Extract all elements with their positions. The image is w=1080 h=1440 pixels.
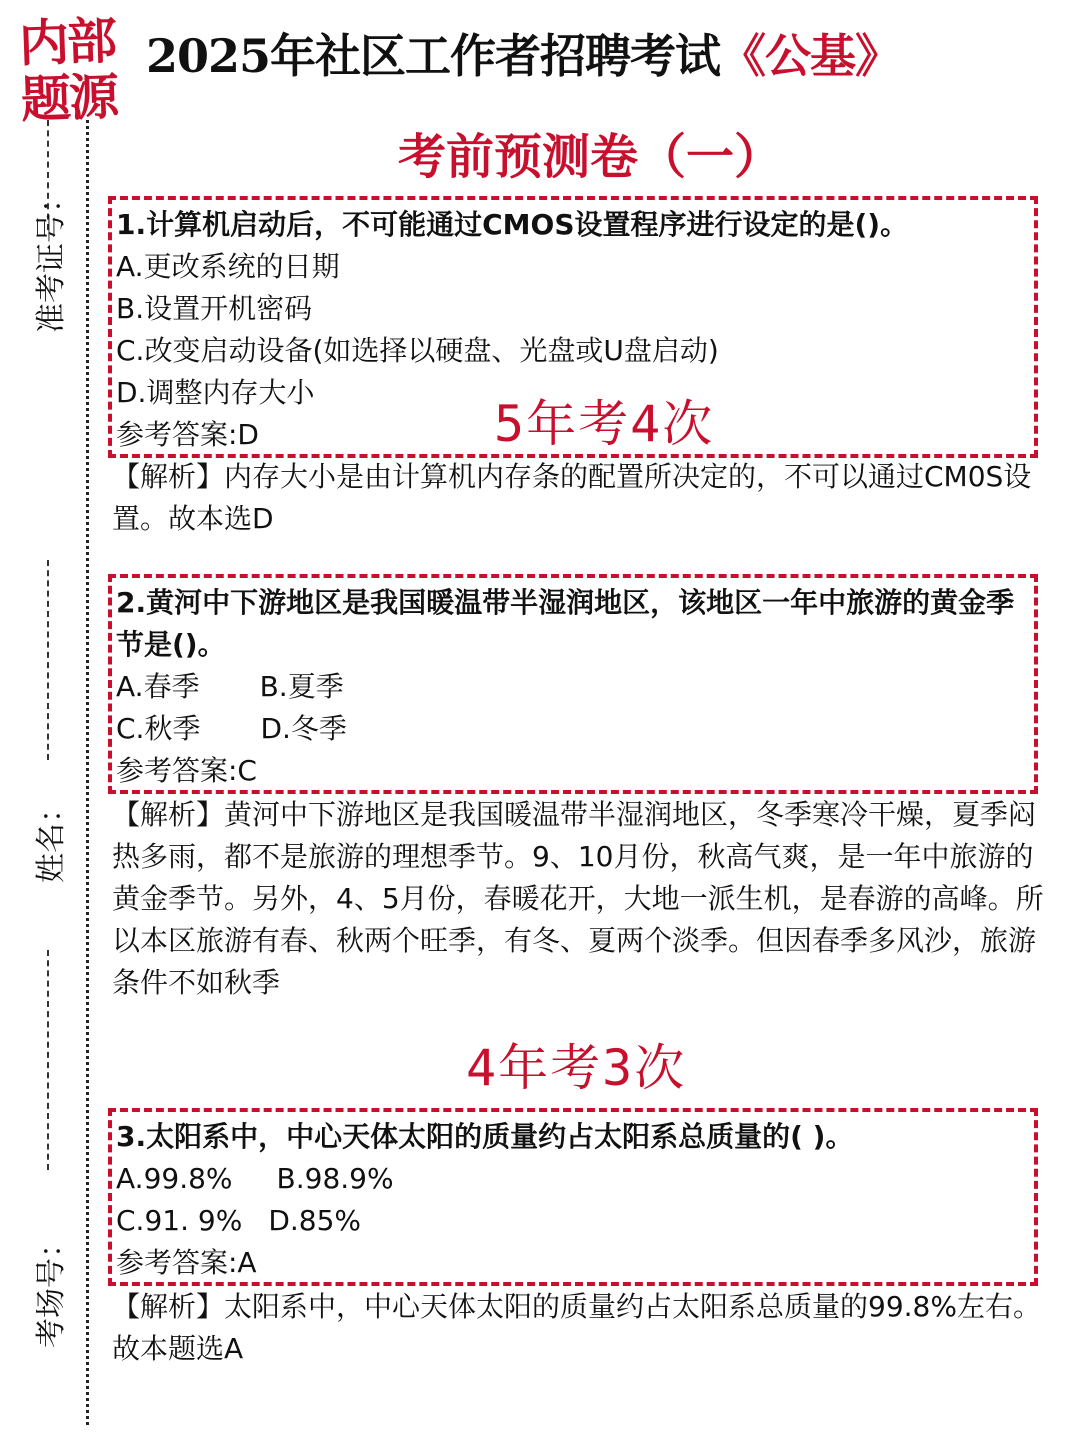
question-2-options-row-2 xyxy=(116,708,1028,750)
binding-margin-line xyxy=(86,120,89,1425)
name-label: 姓名： xyxy=(34,793,69,883)
question-2-stem: 2.黄河中下游地区是我国暖温带半湿润地区，该地区一年中旅游的黄金季节是()。 xyxy=(116,586,1015,661)
question-2-box xyxy=(108,574,1038,794)
question-3-analysis: 【解析】太阳系中，中心天体太阳的质量约占太阳系总质量的99.8%左右。故本题选A xyxy=(112,1290,1041,1365)
page-subtitle: 考前预测卷（一） xyxy=(397,129,782,185)
question-1-option-d: D.调整内存大小 xyxy=(116,376,315,409)
question-1-answer: 参考答案:D xyxy=(116,418,259,451)
question-1-option-a: A.更改系统的日期 xyxy=(116,250,340,283)
question-1-frequency: 5年考4次 xyxy=(494,395,715,453)
internal-source-stamp: 内部题源 xyxy=(18,10,118,130)
question-3-option-a: A.99.8% xyxy=(116,1162,233,1195)
margin-dash xyxy=(47,950,49,1170)
question-3-options-row-1 xyxy=(116,1158,1028,1200)
question-3-option-b: B.98.9% xyxy=(276,1162,394,1195)
title-accent: 《公基》 xyxy=(720,29,901,83)
question-2-option-a: A.春季 xyxy=(116,670,200,703)
question-2-option-d: D.冬季 xyxy=(260,712,347,745)
question-1-option-b: B.设置开机密码 xyxy=(116,292,313,325)
exam-room-label: 考场号： xyxy=(34,1228,69,1348)
question-3-box xyxy=(108,1108,1038,1286)
question-3-option-c: C.91. 9% xyxy=(116,1204,243,1237)
question-1-analysis: 【解析】内存大小是由计算机内存条的配置所决定的，不可以通过CM0S设置。故本选D xyxy=(112,460,1032,535)
question-1-option-c: C.改变启动设备(如选择以硬盘、光盘或U盘启动) xyxy=(116,334,719,367)
margin-dash xyxy=(47,560,49,760)
question-2-answer: 参考答案:C xyxy=(116,754,257,787)
question-3-answer: 参考答案:A xyxy=(116,1246,257,1279)
question-3-stem: 3.太阳系中，中心天体太阳的质量约占太阳系总质量的( )。 xyxy=(116,1120,854,1153)
question-3-option-d: D.85% xyxy=(268,1204,362,1237)
question-2-option-c: C.秋季 xyxy=(116,712,201,745)
page-title xyxy=(146,20,1066,86)
exam-id-label: 准考证号： xyxy=(34,183,69,333)
title-main: 2025年社区工作者招聘考试 xyxy=(146,29,721,83)
question-2-frequency: 4年考3次 xyxy=(466,1039,687,1097)
question-2-options-row-1 xyxy=(116,666,1028,708)
question-2-option-b: B.夏季 xyxy=(259,670,344,703)
question-3-options-row-2 xyxy=(116,1200,1028,1242)
question-1-stem: 1.计算机启动后，不可能通过CMOS设置程序进行设定的是()。 xyxy=(116,208,909,241)
question-2-analysis: 【解析】黄河中下游地区是我国暖温带半湿润地区，冬季寒冷干燥，夏季闷热多雨，都不是旅游的理想季节。9、10月份，秋高气爽，是一年中旅游的黄金季节。另外，4、5月份，春暖花开，大地一派生机，是春游的高峰。所以本区旅游有春、秋两个旺季，有冬、夏两个淡季。但因春季多风沙，旅游条件不如秋季 xyxy=(112,798,1044,999)
